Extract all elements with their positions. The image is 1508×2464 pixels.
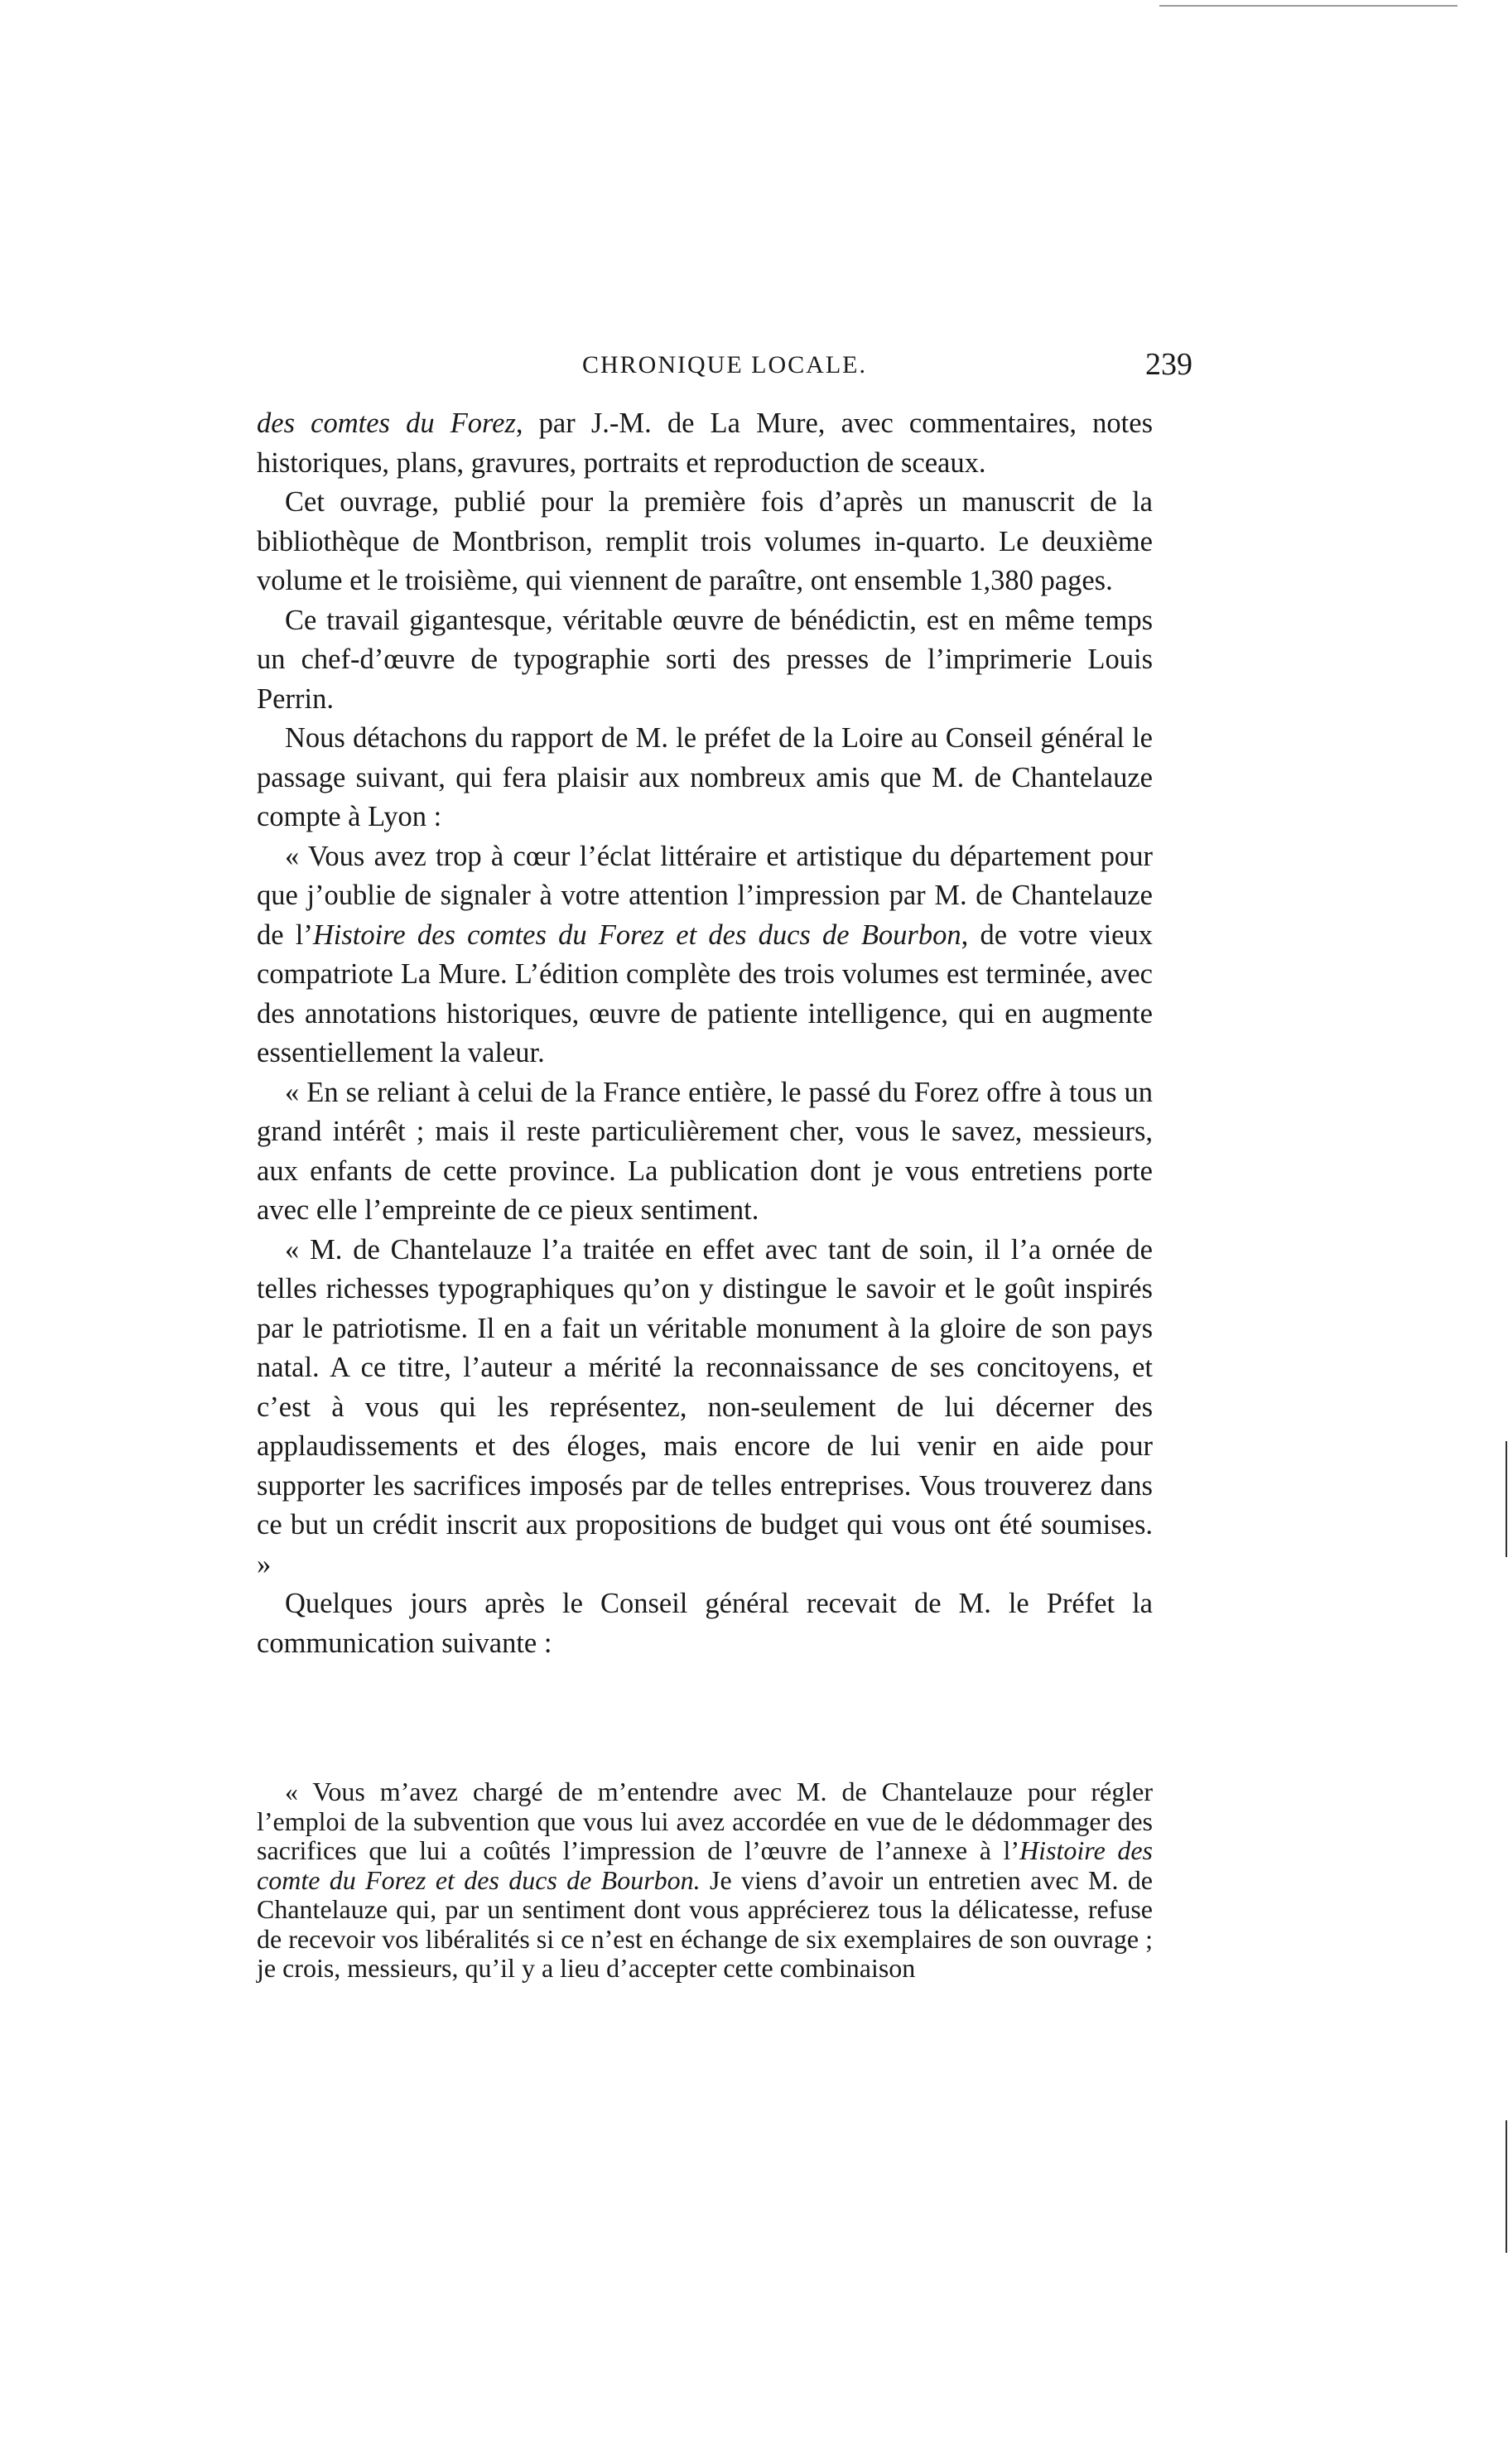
paragraph-5	[257, 837, 1153, 1073]
book-title: Histoire des comtes du Forez et des ducs de Bourbon	[312, 919, 961, 951]
main-text	[257, 404, 1153, 1663]
paragraph-7: « M. de Chantelauze l’a traitée en effet avec tant de soin, il l’a ornée de telles richesses typographiques qu’on y distingue le savoir et le goût inspirés par le patriotisme. Il en a fait un véritable monument à la gloire de son pays natal. A ce titre, l’auteur a mérité la reconnaissance de ses concitoyens, et c’est à vous qui les représentez, non-seulement de lui décerner des applaudissements et des éloges, mais encore de lui venir en aide pour supporter les sacrifices imposés par de telles entreprises. Vous trouverez dans ce but un crédit inscrit aux propositions de budget qui vous ont été soumises. »	[257, 1233, 1153, 1580]
paragraph-8: Quelques jours après le Conseil général recevait de M. le Préfet la communication suivante :	[257, 1588, 1153, 1659]
book-title: des comtes du Forez	[257, 407, 516, 439]
paragraph-4: Nous détachons du rapport de M. le préfet de la Loire au Conseil général le passage suivant, qui fera plaisir aux nombreux amis que M. de Chantelauze compte à Lyon :	[257, 722, 1153, 832]
paragraph-3: Ce travail gigantesque, véritable œuvre de bénédictin, est en même temps un chef-d’œuvre de typographie sorti des presses de l’imprimerie Louis Perrin.	[257, 604, 1153, 715]
scan-mark	[1159, 5, 1457, 7]
page-number: 239	[1145, 347, 1192, 382]
paragraph-9-text-b: Je viens d’avoir un entretien avec M. de Chantelauze qui, par un sentiment dont vous apprécierez tous la délicatesse, refuse de recevoir vos libéralités si ce n’est en échange de six exemplaires de son ouvrage ; je crois, messieurs, qu’il y a lieu d’accepter cette combinaison	[257, 1864, 1154, 1983]
paragraph-1	[257, 404, 1153, 483]
paragraph-6: « En se reliant à celui de la France entière, le passé du Forez offre à tous un grand intérêt ; mais il reste particulièrement cher, vous le savez, messieurs, aux enfants de cette province. La publication dont je vous entretiens porte avec elle l’empreinte de ce pieux sentiment.	[257, 1076, 1153, 1226]
paragraph-9	[257, 1777, 1153, 1984]
page-header	[257, 346, 1192, 396]
quoted-letter	[257, 1777, 1153, 1984]
paragraph-2: Cet ouvrage, publié pour la première fois d’après un manuscrit de la bibliothèque de Montbrison, remplit trois volumes in-quarto. Le deuxième volume et le troisième, qui viennent de paraître, ont ensemble 1,380 pages.	[257, 486, 1153, 596]
scan-mark	[1506, 1441, 1507, 1557]
scan-mark	[1506, 2120, 1507, 2253]
running-title: CHRONIQUE LOCALE.	[582, 351, 867, 379]
paragraph-1-text: , par J.-M. de La Mure, avec commentaires, notes historiques, plans, gravures, portraits et reproduction de sceaux.	[257, 407, 1153, 479]
paragraph-9-text-a: « Vous m’avez chargé de m’entendre avec M. de Chantelauze pour régler l’emploi de la subvention que vous lui avez accordée en vue de le dédommager des sacrifices que lui a coûtés l’impression de l’œuvre de l’annexe à l’	[257, 1777, 1153, 1865]
book-title: Histoire des comte du Forez et des ducs de Bourbon.	[257, 1835, 1154, 1895]
paragraph-5-text-b: , de votre vieux compatriote La Mure. L’édition complète des trois volumes est terminée, avec des annotations historiques, œuvre de patiente intelligence, qui en augmente essentiellement la valeur.	[257, 919, 1153, 1068]
paragraph-5-text-a: « Vous avez trop à cœur l’éclat littéraire et artistique du département pour que j’oublie de signaler à votre attention l’impression par M. de Chantelauze de l’	[257, 840, 1153, 951]
